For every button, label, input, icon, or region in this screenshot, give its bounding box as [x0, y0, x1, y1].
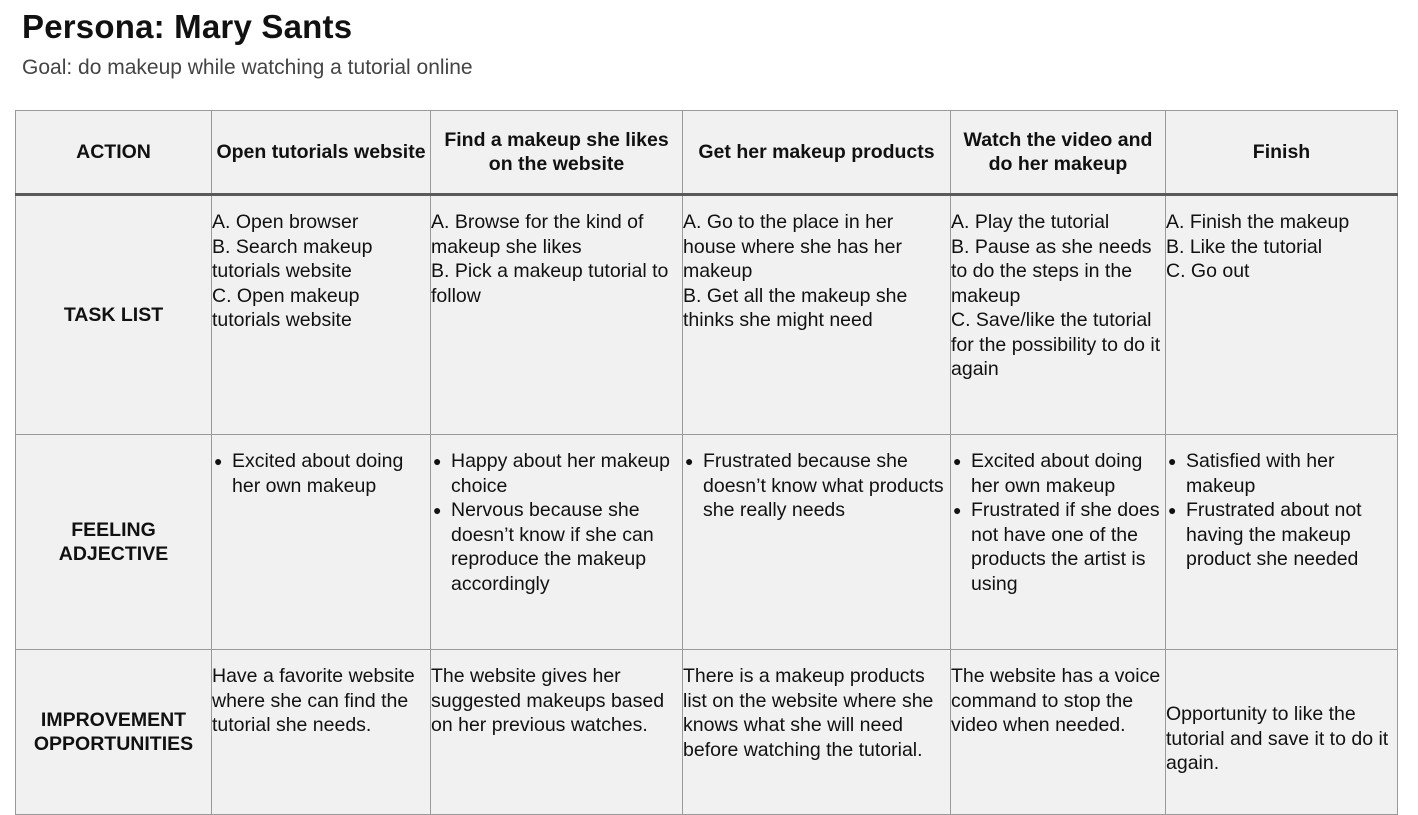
feeling-list [431, 449, 682, 596]
row-label-feeling-adjective: FEELING ADJECTIVE [16, 435, 212, 650]
feeling-item: ● Nervous because she doesn’t know if she can reproduce the makeup accordingly [435, 498, 682, 596]
stage-header: Watch the video and do her makeup [951, 111, 1166, 195]
journey-map-table [15, 110, 1398, 815]
task-cell [683, 195, 951, 435]
improvement-cell: Have a favorite website where she can find the tutorial she needs. [212, 650, 431, 815]
task-cell [431, 195, 683, 435]
goal-text: Goal: do makeup while watching a tutorial online [22, 56, 473, 79]
stage-header: Get her makeup products [683, 111, 951, 195]
task-item: B. Like the tutorial [1166, 235, 1323, 258]
stage-header: Find a makeup she likes on the website [431, 111, 683, 195]
task-item: A. Finish the makeup [1166, 211, 1350, 233]
feeling-cell [212, 435, 431, 650]
feeling-item: ● Satisfied with her makeup [1170, 449, 1397, 498]
task-item: B. Pause as she needs to do the steps in the makeup [951, 235, 1152, 307]
stage-header: Open tutorials website [212, 111, 431, 195]
task-item: C. Save/like the tutorial for the possibility to do it again [951, 309, 1161, 380]
task-item: A. Go to the place in her house where she has her makeup [683, 211, 902, 282]
feeling-cell [1166, 435, 1398, 650]
feeling-item: ● Frustrated because she doesn’t know what products she really needs [687, 449, 950, 523]
task-item: C. Open makeup tutorials website [212, 284, 360, 331]
row-label-task-list: TASK LIST [16, 195, 212, 435]
feeling-cell [951, 435, 1166, 650]
task-cell [951, 195, 1166, 435]
task-item: B. Pick a makeup tutorial to follow [431, 260, 669, 307]
row-label-improvement-opportunities: IMPROVEMENT OPPORTUNITIES [16, 650, 212, 815]
task-item: C. Go out [1166, 260, 1250, 282]
improvement-cell: The website has a voice command to stop the video when needed. [951, 650, 1166, 815]
task-item: B. Get all the makeup she thinks she might need [683, 284, 908, 331]
task-item: A. Open browser [212, 211, 359, 233]
task-item: A. Play the tutorial [951, 211, 1110, 233]
task-cell [1166, 195, 1398, 435]
feeling-list [951, 449, 1165, 596]
improvement-cell: The website gives her suggested makeups based on her previous watches. [431, 650, 683, 815]
header-row [16, 111, 1398, 195]
feeling-item: ● Happy about her makeup choice [435, 449, 682, 498]
feeling-item: ● Frustrated about not having the makeup product she needed [1170, 498, 1397, 572]
persona-title: Persona: Mary Sants [22, 8, 353, 45]
task-item: B. Search makeup tutorials website [212, 235, 373, 282]
feeling-list [1166, 449, 1397, 572]
improvement-cell: Opportunity to like the tutorial and save it to do it again. [1166, 650, 1398, 815]
feeling-row [16, 435, 1398, 650]
task-cell [212, 195, 431, 435]
feeling-item: ● Excited about doing her own makeup [955, 449, 1165, 498]
feeling-cell [683, 435, 951, 650]
task-item: A. Browse for the kind of makeup she likes [431, 211, 644, 258]
improvement-cell: There is a makeup products list on the website where she knows what she will need before watching the tutorial. [683, 650, 951, 815]
feeling-list [212, 449, 430, 498]
task-list-row [16, 195, 1398, 435]
feeling-list [683, 449, 950, 523]
corner-label-action: ACTION [16, 111, 212, 195]
feeling-item: ● Excited about doing her own makeup [216, 449, 430, 498]
stage-header: Finish [1166, 111, 1398, 195]
feeling-cell [431, 435, 683, 650]
feeling-item: ● Frustrated if she does not have one of the products the artist is using [955, 498, 1165, 596]
